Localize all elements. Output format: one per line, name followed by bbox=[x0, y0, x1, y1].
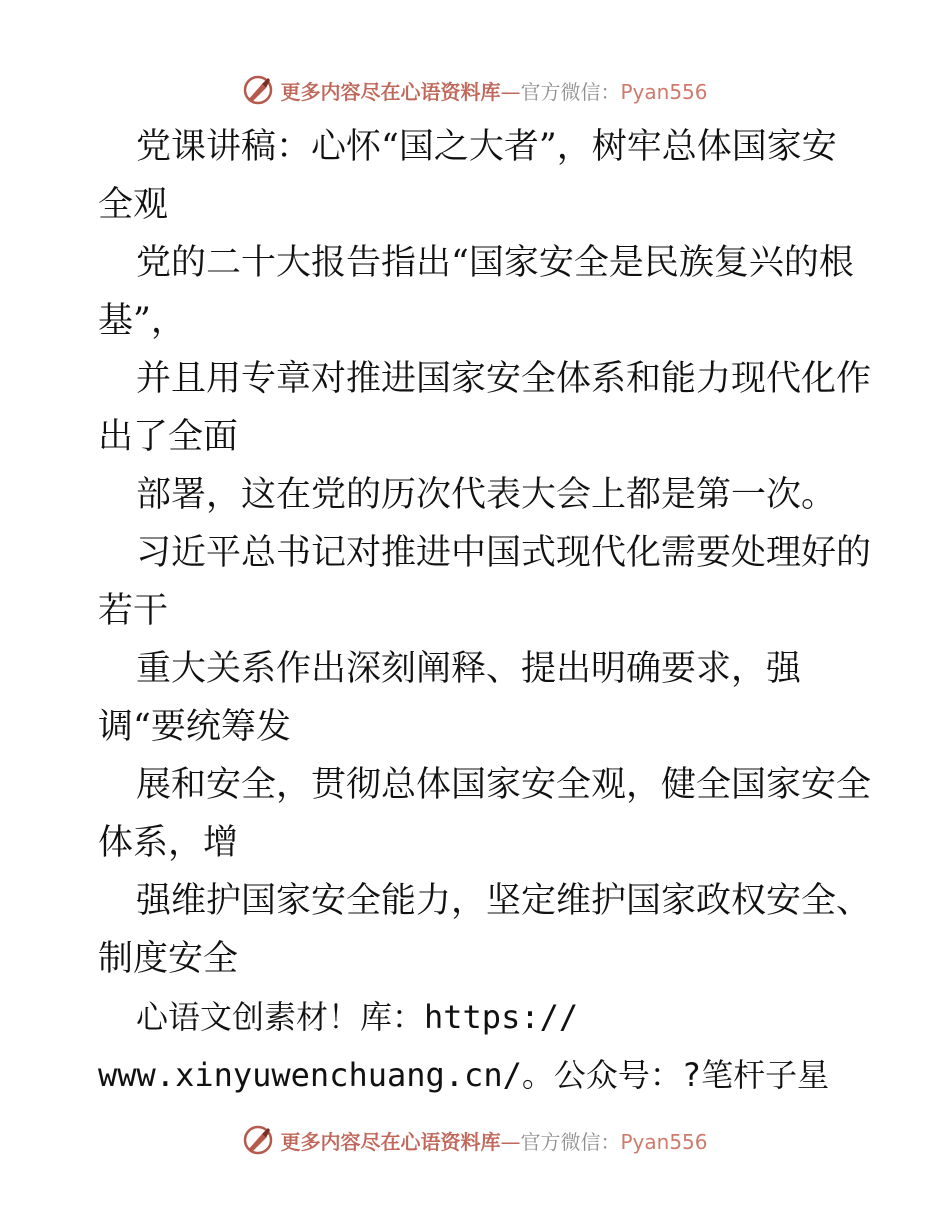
footer-wechat-id: Pyan556 bbox=[620, 1129, 708, 1154]
header-dash: — bbox=[500, 79, 521, 104]
paragraph-line: 党的二十大报告指出“国家安全是民族复兴的根 bbox=[136, 243, 854, 283]
paragraph-line: 重大关系作出深刻阐释、提出明确要求，强 bbox=[136, 649, 802, 689]
paragraph-line: 习近平总书记对推进中国式现代化需要处理好的 bbox=[136, 533, 872, 573]
paragraph-line: 基”， bbox=[98, 301, 186, 341]
header-site-text: 更多内容尽在心语资料库 bbox=[280, 79, 501, 104]
paragraph-line: 制度安全 bbox=[98, 939, 239, 979]
source-line: 心语文创素材！库：https:// bbox=[136, 998, 579, 1036]
paragraph-line: 部署，这在党的历次代表大会上都是第一次。 bbox=[136, 475, 837, 515]
header-banner-text bbox=[280, 76, 707, 105]
title-line-1: 党课讲稿：心怀“国之大者”，树牢总体国家安 bbox=[136, 127, 837, 167]
paragraph-line: 出了全面 bbox=[98, 417, 239, 457]
footer-wechat-label: 官方微信： bbox=[520, 1129, 621, 1154]
header-wechat-id: Pyan556 bbox=[620, 79, 708, 104]
footer-dash: — bbox=[500, 1129, 521, 1154]
paragraph-line: 强维护国家安全能力，坚定维护国家政权安全、 bbox=[136, 881, 872, 921]
paragraph-line: 若干 bbox=[98, 591, 169, 631]
title-line-2: 全观 bbox=[98, 185, 169, 225]
source-url-line: www.xinyuwenchuang.cn/。公众号：?笔杆子星 bbox=[98, 1056, 830, 1094]
header-banner bbox=[0, 70, 950, 110]
pen-logo-icon bbox=[242, 1124, 274, 1156]
footer-banner-text bbox=[280, 1126, 707, 1155]
paragraph-line: 体系，增 bbox=[98, 823, 239, 863]
document-body bbox=[98, 118, 872, 1104]
paragraph-line: 并且用专章对推进国家安全体系和能力现代化作 bbox=[136, 359, 872, 399]
footer-banner bbox=[0, 1120, 950, 1160]
pen-logo-icon bbox=[242, 74, 274, 106]
footer-site-text: 更多内容尽在心语资料库 bbox=[280, 1129, 501, 1154]
paragraph-line: 调“要统筹发 bbox=[98, 707, 291, 747]
paragraph-line: 展和安全，贯彻总体国家安全观，健全国家安全 bbox=[136, 765, 872, 805]
header-wechat-label: 官方微信： bbox=[520, 79, 621, 104]
